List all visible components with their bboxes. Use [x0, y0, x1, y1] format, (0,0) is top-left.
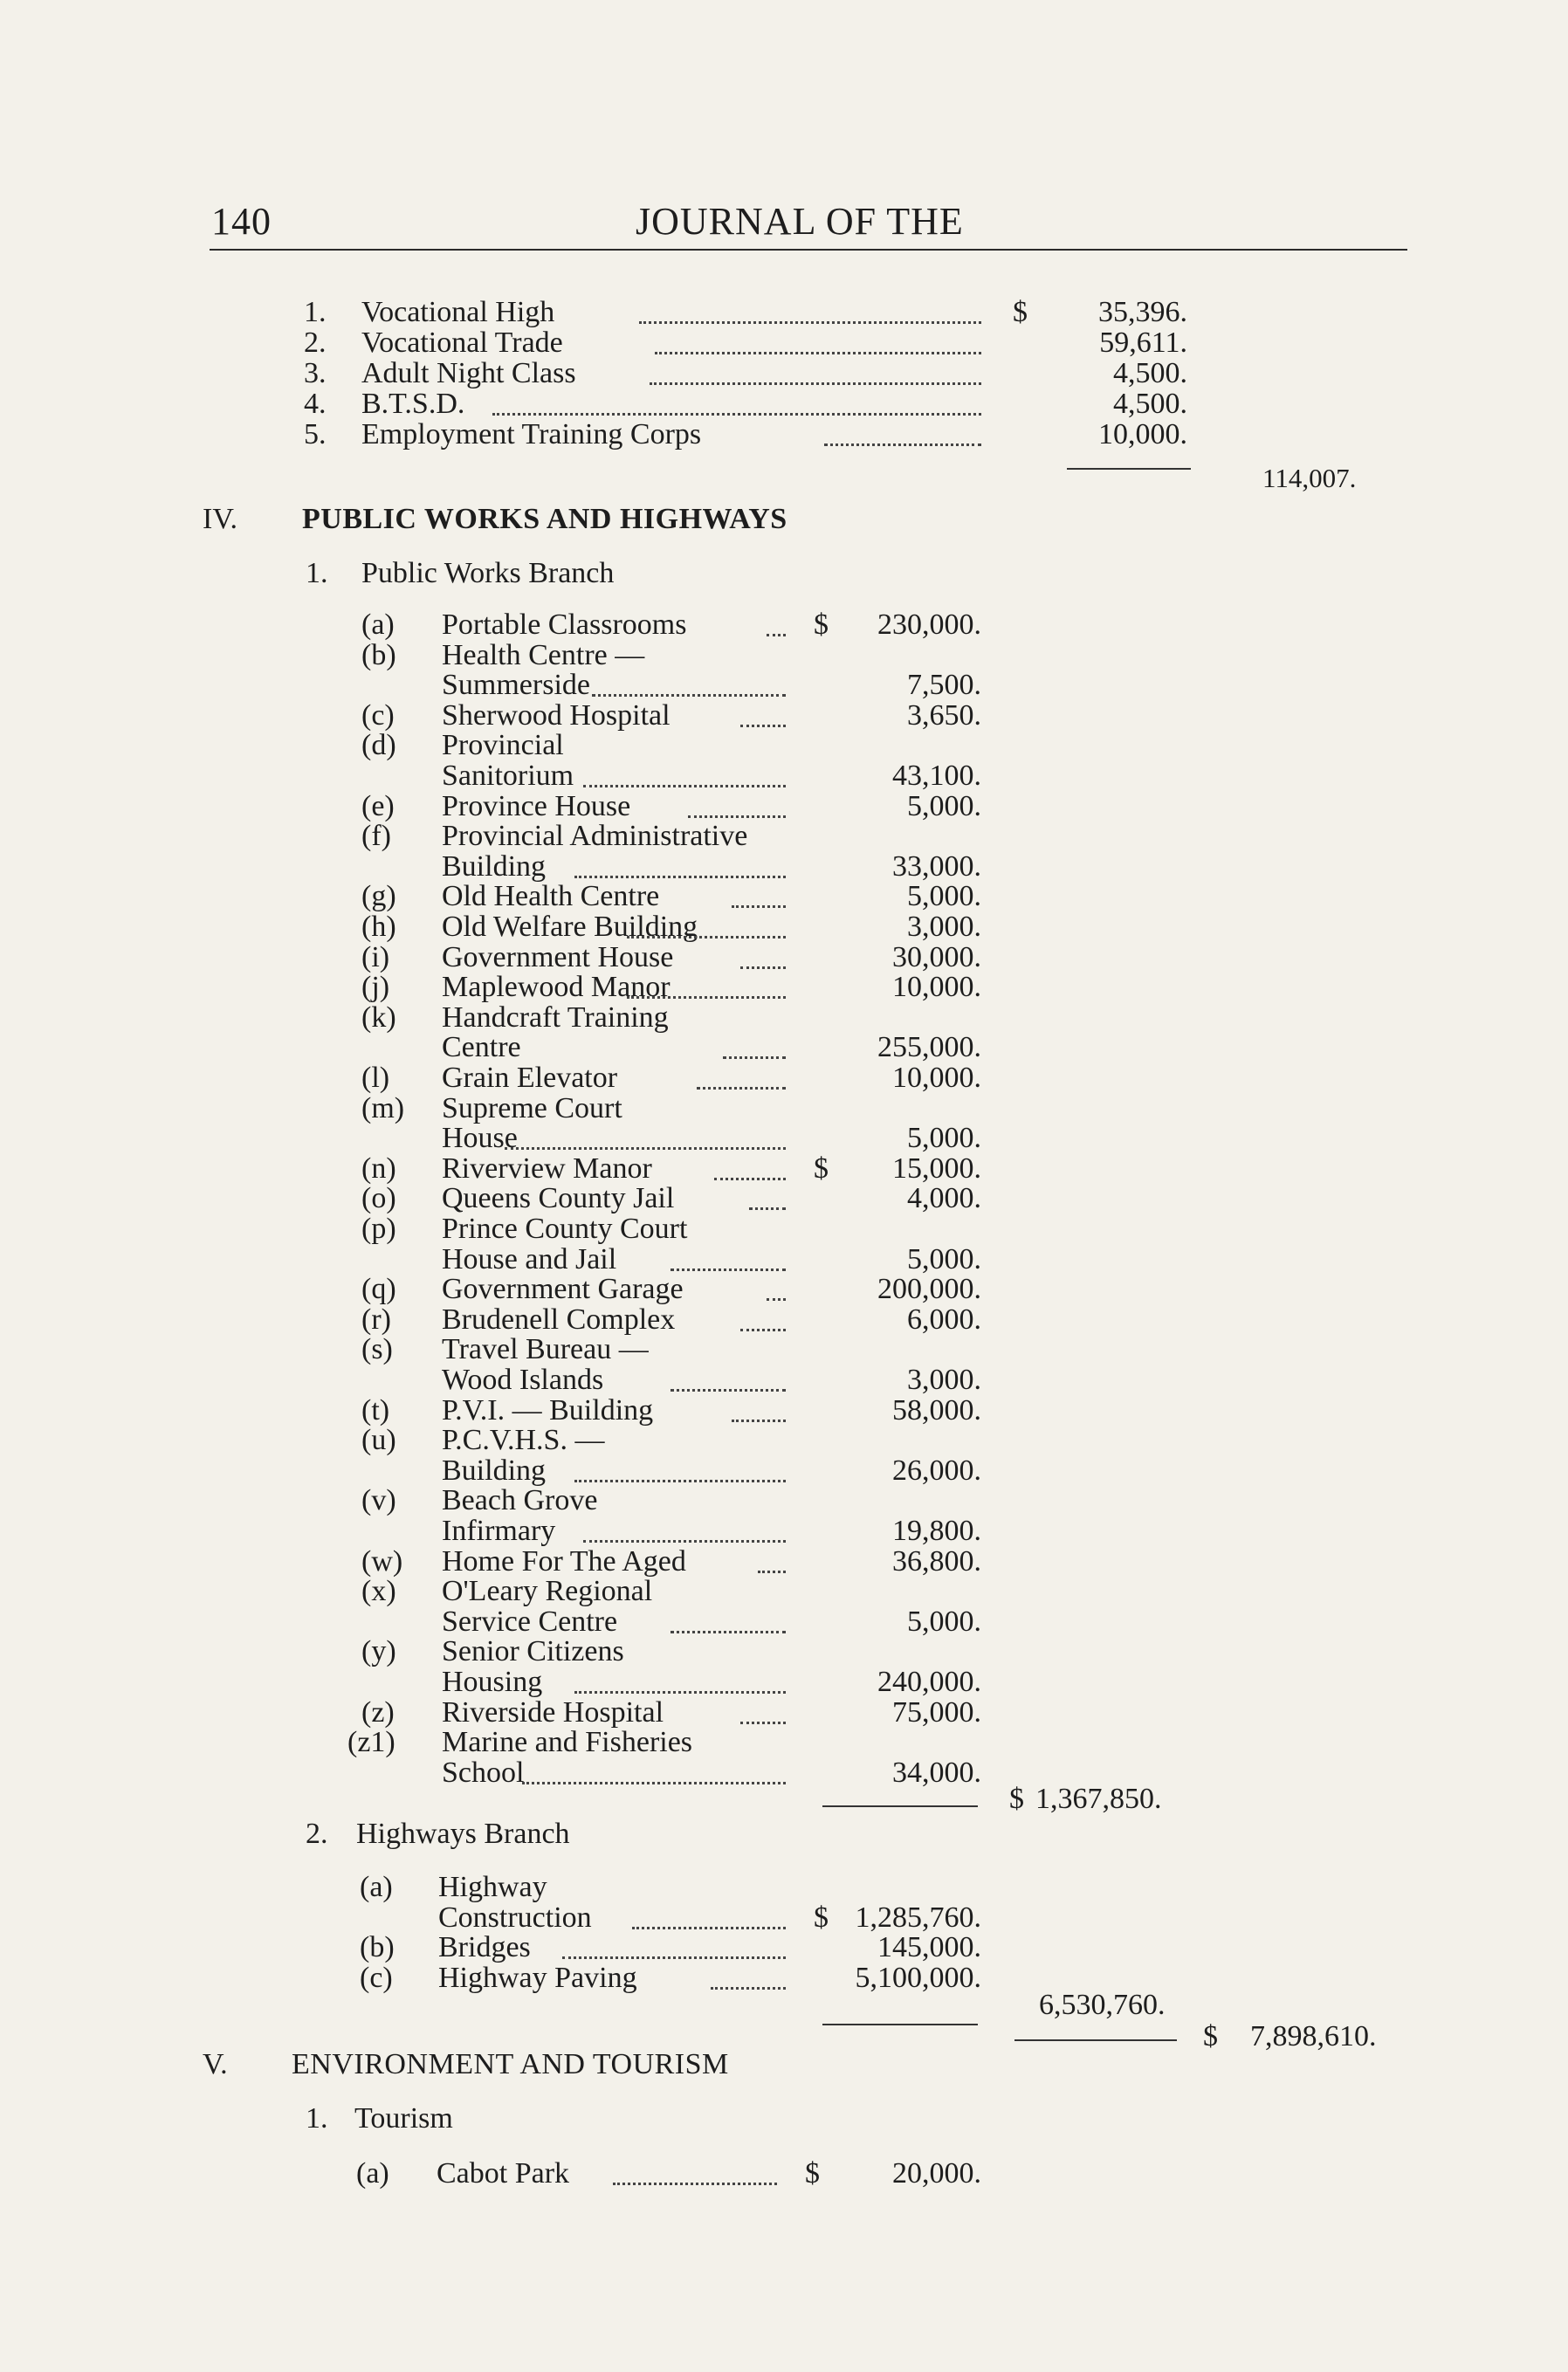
dot-leader: [613, 2181, 777, 2185]
item-label-line: Travel Bureau —: [442, 1333, 649, 1366]
dot-leader: [740, 1327, 786, 1331]
item-letter: (i): [361, 940, 390, 973]
dot-leader: [732, 904, 786, 908]
dot-leader: [723, 1055, 786, 1059]
item-amount: 43,100.: [892, 759, 981, 792]
dot-leader: [574, 1689, 786, 1694]
item-letter: (g): [361, 880, 396, 913]
item-label-line: Centre: [442, 1031, 521, 1064]
public-works-label: Public Works Branch: [361, 557, 615, 589]
dot-leader: [505, 1145, 786, 1150]
item-label-line: Health Centre —: [442, 638, 645, 671]
item-number: 3.: [304, 357, 327, 389]
item-letter: (d): [361, 729, 396, 762]
dot-leader: [522, 1780, 786, 1784]
dot-leader: [671, 1267, 786, 1271]
public-works-subtotal-rule: [822, 1805, 978, 1807]
dollar-sign: $: [814, 1152, 829, 1185]
item-letter: (j): [361, 971, 390, 1004]
dollar-sign: $: [814, 608, 829, 641]
item-label-line: Sanitorium: [442, 759, 574, 792]
item-amount: 10,000.: [1098, 418, 1187, 450]
dollar-sign: $: [1013, 296, 1028, 328]
item-label: B.T.S.D.: [361, 388, 465, 420]
dot-leader: [688, 814, 786, 818]
item-label-line: Handcraft Training: [442, 1000, 669, 1034]
item-amount: 5,000.: [907, 789, 981, 822]
item-letter: (z1): [347, 1726, 395, 1759]
item-number: 1.: [304, 296, 327, 328]
item-number: 4.: [304, 388, 327, 420]
item-amount: 5,000.: [907, 1242, 981, 1275]
dot-leader: [740, 1720, 786, 1724]
item-letter: (w): [361, 1544, 403, 1578]
dot-leader: [671, 1629, 786, 1633]
item-letter: (f): [361, 820, 391, 853]
item-amount: 3,650.: [907, 698, 981, 732]
item-label-line: Province House: [442, 789, 631, 822]
item-letter: (b): [361, 638, 396, 671]
item-label-line: Infirmary: [442, 1514, 556, 1547]
section-iv-grand-total: 7,898,610.: [1250, 2020, 1377, 2052]
item-amount: 4,500.: [1113, 357, 1187, 389]
item-amount: 5,100,000.: [855, 1961, 981, 1994]
item-letter: (a): [361, 608, 395, 641]
dot-leader: [627, 994, 786, 999]
item-letter: (m): [361, 1091, 405, 1124]
item-amount: 200,000.: [877, 1273, 981, 1306]
item-letter: (l): [361, 1062, 390, 1094]
item-letter: (k): [361, 1000, 396, 1034]
item-label-line: Riverview Manor: [442, 1152, 652, 1185]
item-amount: 7,500.: [907, 669, 981, 702]
dot-leader: [492, 411, 981, 416]
item-letter: (v): [361, 1484, 396, 1517]
item-label-line: Prince County Court: [442, 1213, 688, 1245]
item-amount: 36,800.: [892, 1544, 981, 1578]
item-label-line: House: [442, 1122, 518, 1155]
item-amount: 30,000.: [892, 940, 981, 973]
item-label-line: Portable Classrooms: [442, 608, 687, 641]
item-label-line: Home For The Aged: [442, 1544, 686, 1578]
item-label-line: School: [442, 1756, 525, 1789]
item-label-line: Old Welfare Building: [442, 911, 698, 943]
item-letter: (a): [356, 2157, 389, 2190]
item-label-line: Riverside Hospital: [442, 1695, 664, 1729]
item-label-line: Senior Citizens: [442, 1635, 624, 1668]
item-label: Vocational Trade: [361, 327, 563, 359]
section-iv-total-rule: [1014, 2039, 1177, 2041]
section-v-title: ENVIRONMENT AND TOURISM: [292, 2048, 729, 2080]
vocational-row: [0, 358, 1568, 389]
item-letter: (b): [360, 1931, 395, 1964]
item-letter: (y): [361, 1635, 396, 1668]
item-label-line: Grain Elevator: [442, 1062, 618, 1094]
item-label-line: O'Leary Regional: [442, 1575, 653, 1608]
dot-leader: [627, 934, 786, 938]
dot-leader: [758, 1569, 786, 1573]
item-label-line: House and Jail: [442, 1242, 617, 1275]
item-amount: 255,000.: [877, 1031, 981, 1064]
item-letter: (r): [361, 1303, 391, 1336]
item-label-line: Brudenell Complex: [442, 1303, 676, 1336]
item-letter: (e): [361, 789, 395, 822]
dot-leader: [767, 1296, 786, 1301]
item-label-line: Sherwood Hospital: [442, 698, 671, 732]
section-iv-title: PUBLIC WORKS AND HIGHWAYS: [302, 503, 787, 535]
vocational-subtotal-rule: [1067, 468, 1191, 470]
vocational-total: 114,007.: [1262, 463, 1357, 493]
item-label-line: Maplewood Manor: [442, 971, 671, 1004]
dollar-sign: $: [805, 2157, 820, 2190]
header-rule: [210, 249, 1407, 251]
vocational-row: [0, 419, 1568, 450]
item-letter: (c): [361, 698, 395, 732]
item-label-line: Highway Paving: [438, 1961, 637, 1994]
item-label: Adult Night Class: [361, 357, 576, 389]
dot-leader: [583, 783, 786, 787]
page-title: JOURNAL OF THE: [636, 200, 964, 243]
dot-leader: [562, 1955, 786, 1959]
item-letter: (s): [361, 1333, 393, 1366]
vocational-row: [0, 327, 1568, 359]
highways-number: 2.: [306, 1818, 328, 1850]
item-amount: 58,000.: [892, 1393, 981, 1427]
item-letter: (p): [361, 1213, 396, 1245]
item-letter: (a): [360, 1871, 393, 1903]
item-amount: 1,285,760.: [855, 1901, 981, 1934]
dot-leader: [740, 965, 786, 969]
item-label-line: Highway: [438, 1871, 547, 1903]
item-amount: 15,000.: [892, 1152, 981, 1185]
item-label-line: Old Health Centre: [442, 880, 660, 913]
section-iv-numeral: IV.: [203, 503, 237, 535]
dot-leader: [697, 1085, 786, 1090]
item-amount: 10,000.: [892, 971, 981, 1004]
item-label-line: Government House: [442, 940, 674, 973]
vocational-row: [0, 297, 1568, 328]
item-letter: (n): [361, 1152, 396, 1185]
dot-leader: [711, 1985, 786, 1990]
item-amount: 230,000.: [877, 608, 981, 641]
item-letter: (u): [361, 1424, 396, 1457]
highways-label: Highways Branch: [356, 1818, 570, 1850]
item-label-line: Supreme Court: [442, 1091, 622, 1124]
item-letter: (h): [361, 911, 396, 943]
item-amount: 5,000.: [907, 880, 981, 913]
item-amount: 75,000.: [892, 1695, 981, 1729]
dot-leader: [732, 1418, 786, 1422]
item-label-line: P.C.V.H.S. —: [442, 1424, 605, 1457]
item-letter: (z): [361, 1695, 395, 1729]
section-iv-grand-dollar: $: [1203, 2020, 1218, 2052]
dot-leader: [650, 381, 981, 385]
item-amount: 20,000.: [892, 2157, 981, 2190]
dot-leader: [740, 723, 786, 727]
item-letter: (x): [361, 1575, 396, 1608]
item-amount: 4,000.: [907, 1182, 981, 1215]
item-label-line: Housing: [442, 1665, 543, 1698]
item-label-line: Construction: [438, 1901, 592, 1934]
item-amount: 26,000.: [892, 1454, 981, 1487]
dot-leader: [767, 632, 786, 636]
item-amount: 6,000.: [907, 1303, 981, 1336]
item-amount: 10,000.: [892, 1062, 981, 1094]
page-number: 140: [211, 200, 272, 243]
item-label-line: Government Garage: [442, 1273, 684, 1306]
item-letter: (c): [360, 1961, 393, 1994]
item-label-line: Service Centre: [442, 1605, 618, 1638]
dot-leader: [574, 1478, 786, 1482]
item-letter: (o): [361, 1182, 396, 1215]
item-amount: 34,000.: [892, 1756, 981, 1789]
dot-leader: [824, 442, 981, 446]
item-amount: 3,000.: [907, 911, 981, 943]
item-letter: (q): [361, 1273, 396, 1306]
item-label-line: Wood Islands: [442, 1363, 604, 1396]
item-label: Vocational High: [361, 296, 555, 328]
item-amount: 59,611.: [1099, 327, 1187, 359]
item-amount: 145,000.: [877, 1931, 981, 1964]
public-works-total-dollar: $: [1009, 1783, 1024, 1815]
item-label-line: Marine and Fisheries: [442, 1726, 693, 1759]
item-label-line: Queens County Jail: [442, 1182, 675, 1215]
public-works-total: 1,367,850.: [1035, 1783, 1162, 1815]
item-label-line: Bridges: [438, 1931, 531, 1964]
item-number: 5.: [304, 418, 327, 450]
item-amount: 33,000.: [892, 849, 981, 883]
item-label-line: Beach Grove: [442, 1484, 598, 1517]
highways-subtotal-rule: [822, 2024, 978, 2025]
dot-leader: [749, 1206, 786, 1210]
item-amount: 5,000.: [907, 1122, 981, 1155]
item-amount: 35,396.: [1098, 296, 1187, 328]
item-label-line: Provincial Administrative: [442, 820, 748, 853]
item-label-line: Building: [442, 849, 547, 883]
dot-leader: [574, 874, 786, 878]
section-v-numeral: V.: [203, 2048, 228, 2080]
dollar-sign: $: [814, 1901, 829, 1934]
dot-leader: [671, 1387, 786, 1392]
tourism-number: 1.: [306, 2102, 328, 2135]
item-label-line: Cabot Park: [437, 2157, 570, 2190]
item-number: 2.: [304, 327, 327, 359]
public-works-number: 1.: [306, 557, 328, 589]
dot-leader: [655, 350, 981, 354]
item-amount: 240,000.: [877, 1665, 981, 1698]
item-label-line: Summerside: [442, 669, 590, 702]
item-label-line: P.V.I. — Building: [442, 1393, 654, 1427]
item-amount: 3,000.: [907, 1363, 981, 1396]
tourism-label: Tourism: [354, 2102, 453, 2135]
dot-leader: [592, 692, 786, 697]
vocational-row: [0, 388, 1568, 420]
item-label-line: Building: [442, 1454, 547, 1487]
dot-leader: [714, 1176, 786, 1180]
item-amount: 19,800.: [892, 1514, 981, 1547]
item-label: Employment Training Corps: [361, 418, 702, 450]
dot-leader: [632, 1925, 786, 1929]
dot-leader: [639, 320, 981, 324]
dot-leader: [583, 1538, 786, 1543]
item-label-line: Provincial: [442, 729, 564, 762]
highways-total: 6,530,760.: [1039, 1989, 1166, 2021]
item-amount: 5,000.: [907, 1605, 981, 1638]
item-amount: 4,500.: [1113, 388, 1187, 420]
item-letter: (t): [361, 1393, 390, 1427]
